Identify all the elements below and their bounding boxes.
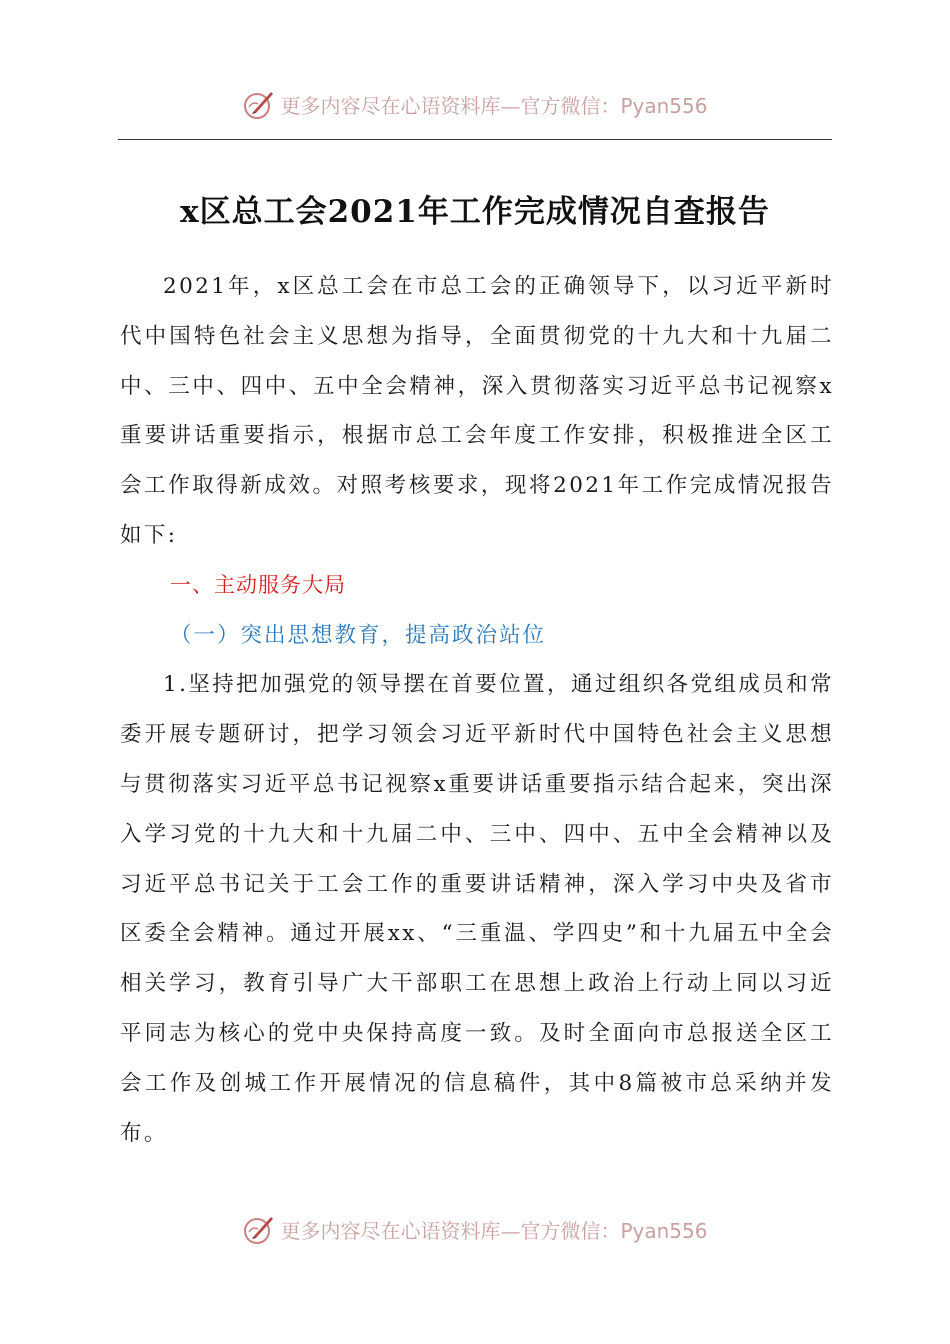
header-divider <box>118 139 832 140</box>
header-watermark <box>0 84 950 124</box>
document-body <box>120 262 834 1158</box>
intro-paragraph: 2021年，x区总工会在市总工会的正确领导下，以习近平新时代中国特色社会主义思想为指导，全面贯彻党的十九大和十九届二中、三中、四中、五中全会精神，深入贯彻落实习近平总书记视察x重要讲话重要指示，根据市总工会年度工作安排，积极推进全区工会工作取得新成效。对照考核要求，现将2021年工作完成情况报告如下: <box>120 274 834 548</box>
pen-circle-icon <box>242 87 276 121</box>
subsection-heading-1: （一）突出思想教育，提高政治站位 <box>170 622 547 648</box>
watermark-contact-text: 官方微信：Pyan556 <box>520 93 708 118</box>
pen-circle-icon <box>242 1212 276 1246</box>
body-paragraph-1: 1.坚持把加强党的领导摆在首要位置，通过组织各党组成员和常委开展专题研讨，把学习领会习近平新时代中国特色社会主义思想与贯彻落实习近平总书记视察x重要讲话重要指示结合起来，突出深入学习党的十九大和十九届二中、三中、四中、五中全会精神以及习近平总书记关于工会工作的重要讲话精神，深入学习中央及省市区委全会精神。通过开展xx、“三重温、学四史”和十九届五中全会相关学习，教育引导广大干部职工在思想上政治上行动上同以习近平同志为核心的党中央保持高度一致。及时全面向市总报送全区工会工作及创城工作开展情况的信息稿件，其中8篇被市总采纳并发布。 <box>120 672 834 1146</box>
watermark-contact-text: 官方微信：Pyan556 <box>520 1218 708 1243</box>
watermark-brand-text: 更多内容尽在心语资料库— <box>280 1218 521 1243</box>
document-title: x区总工会2021年工作完成情况自查报告 <box>180 194 770 230</box>
watermark-brand-text: 更多内容尽在心语资料库— <box>280 93 521 118</box>
section-heading-1: 一、主动服务大局 <box>170 572 346 597</box>
footer-watermark <box>0 1209 950 1249</box>
